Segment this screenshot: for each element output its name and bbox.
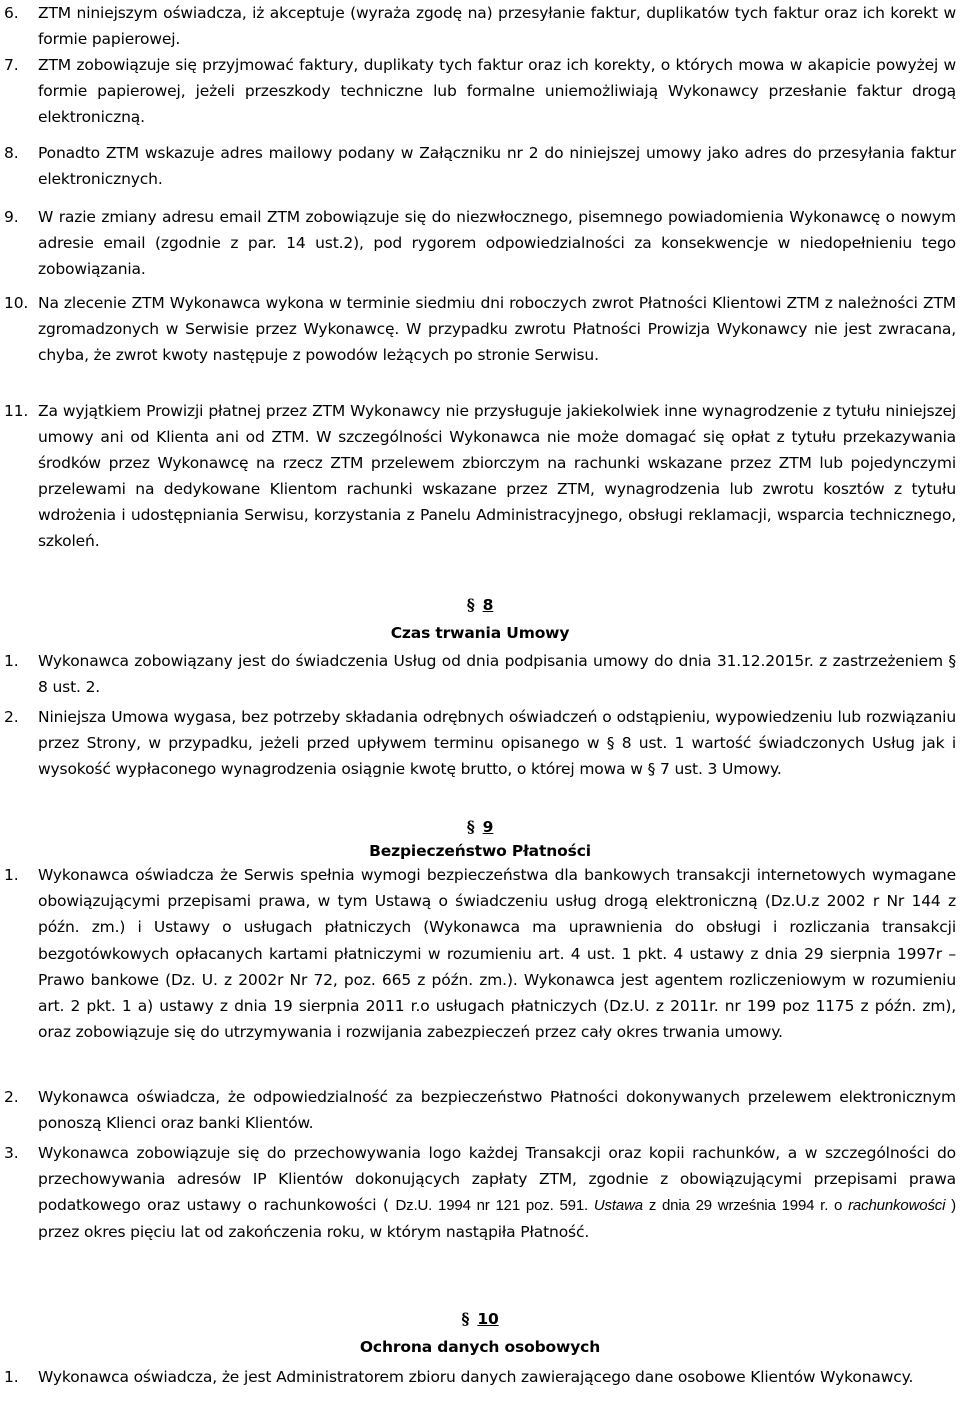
item-number: 6. (4, 4, 19, 22)
section-title: Ochrona danych osobowych (359, 1338, 601, 1356)
item-text: ZTM niniejszym oświadcza, iż akceptuje (wyraża zgodę na) przesyłanie faktur, duplikatów tych faktur oraz ich korekt w formie papierowej. (38, 4, 956, 48)
item-number: 2. (4, 1088, 19, 1106)
item-number: 1. (4, 866, 19, 884)
section-title: Bezpieczeństwo Płatności (369, 842, 591, 860)
item-text: ZTM zobowiązuje się przyjmować faktury, duplikaty tych faktur oraz ich korekty, o których mowa w akapicie powyżej w formie papierowej, jeżeli przeszkody techniczne lub formalne uniemożliwiają Wykonawcy przesłanie faktur drogą elektroniczną. (38, 56, 956, 126)
section-heading-8 (0, 592, 960, 618)
section-heading-10 (0, 1306, 960, 1332)
section-heading-9 (0, 814, 960, 840)
section-number: 8 (482, 596, 494, 614)
item-text: Wykonawca zobowiązuje się do przechowywania logo każdej Transakcji oraz kopii rachunków, a w szczególności do przechowywania adresów IP Klientów dokonujących zapłaty ZTM, zgodnie z obowiązującymi przepisami prawa podatkowego oraz ustawy o rachunkowości ( Dz.U. 1994 nr 121 poz. 591. Ustawa z dnia 29 września 1994 r. o rachunkowości ) przez okres pięciu lat od zakończenia roku, w którym nastąpiła Płatność. (38, 1144, 956, 1241)
item-text: Niniejsza Umowa wygasa, bez potrzeby składania odrębnych oświadczeń o odstąpieniu, wypowiedzeniu lub rozwiązaniu przez Strony, w przypadku, jeżeli przed upływem terminu opisanego w § 8 ust. 1 wartość świadczonych Usług jak i wysokość wypłaconego wynagrodzenia osiągnie kwotę brutto, o której mowa w § 7 ust. 3 Umowy. (38, 708, 956, 778)
section-sign: § (466, 817, 475, 836)
item-text: W razie zmiany adresu email ZTM zobowiązuje się do niezwłocznego, pisemnego powiadomienia Wykonawcę o nowym adresie email (zgodnie z par. 14 ust.2), pod rygorem odpowiedzialności za konsekwencje w niedopełnieniu tego zobowiązania. (38, 208, 956, 278)
item-number: 11. (4, 402, 29, 420)
item-number: 2. (4, 708, 19, 726)
section-sign: § (466, 595, 475, 614)
item-text: Na zlecenie ZTM Wykonawca wykona w terminie siedmiu dni roboczych zwrot Płatności Klientowi ZTM z należności ZTM zgromadzonych w Serwisie przez Wykonawcę. W przypadku zwrotu Płatności Prowizja Wykonawcy nie jest zwracana, chyba, że zwrot kwoty następuje z powodów leżących po stronie Serwisu. (38, 294, 956, 364)
section-title: Czas trwania Umowy (390, 624, 570, 642)
section-number: 10 (477, 1310, 499, 1328)
item-number: 7. (4, 56, 19, 74)
item-number: 1. (4, 1368, 19, 1386)
item-number: 1. (4, 652, 19, 670)
item-text: Wykonawca oświadcza, że odpowiedzialność za bezpieczeństwo Płatności dokonywanych przelewem elektronicznym ponoszą Klienci oraz banki Klientów. (38, 1088, 956, 1132)
section-number: 9 (482, 818, 494, 836)
section-sign: § (461, 1309, 470, 1328)
item-text: Wykonawca zobowiązany jest do świadczenia Usług od dnia podpisania umowy do dnia 31.12.2015r. z zastrzeżeniem § 8 ust. 2. (38, 652, 956, 696)
item-number: 8. (4, 144, 19, 162)
item-number: 9. (4, 208, 19, 226)
item-number: 10. (4, 294, 29, 312)
item-text: Wykonawca oświadcza, że jest Administratorem zbioru danych zawierającego dane osobowe Klientów Wykonawcy. (38, 1368, 914, 1386)
item-text: Za wyjątkiem Prowizji płatnej przez ZTM Wykonawcy nie przysługuje jakiekolwiek inne wynagrodzenie z tytułu niniejszej umowy ani od Klienta ani od ZTM. W szczególności Wykonawca nie może domagać się opłat z tytułu przekazywania środków przez Wykonawcę na rzecz ZTM przelewem zbiorczym na rachunki wskazane przez ZTM lub pojedynczymi przelewami na dedykowane Klientom rachunki wskazane przez ZTM, wynagrodzenia lub zwrotu kosztów z tytułu wdrożenia i udostępniania Serwisu, korzystania z Panelu Administracyjnego, obsługi reklamacji, wsparcia technicznego, szkoleń. (38, 402, 956, 550)
item-number: 3. (4, 1144, 19, 1162)
item-text: Wykonawca oświadcza że Serwis spełnia wymogi bezpieczeństwa dla bankowych transakcji internetowych wymagane obowiązującymi przepisami prawa, w tym Ustawą o świadczeniu usług drogą elektroniczną (Dz.U.z 2002 r Nr 144 z późn. zm.) i Ustawy o usługach płatniczych (Wykonawca ma uprawnienia do obsługi i rozliczania transakcji bezgotówkowych opłacanych kartami płatniczymi w rozumieniu art. 4 ust. 1 pkt. 4 ustawy z dnia 29 sierpnia 1997r – Prawo bankowe (Dz. U. z 2002r Nr 72, poz. 665 z późn. zm.). Wykonawca jest agentem rozliczeniowym w rozumieniu art. 2 pkt. 1 a) ustawy z dnia 19 sierpnia 2011 r.o usługach płatniczych (Dz.U. z 2011r. nr 199 poz 1175 z późn. zm), oraz zobowiązuje się do utrzymywania i rozwijania zabezpieczeń przez cały okres trwania umowy. (38, 866, 956, 1042)
item-text: Ponadto ZTM wskazuje adres mailowy podany w Załączniku nr 2 do niniejszej umowy jako adres do przesyłania faktur elektronicznych. (38, 144, 956, 188)
